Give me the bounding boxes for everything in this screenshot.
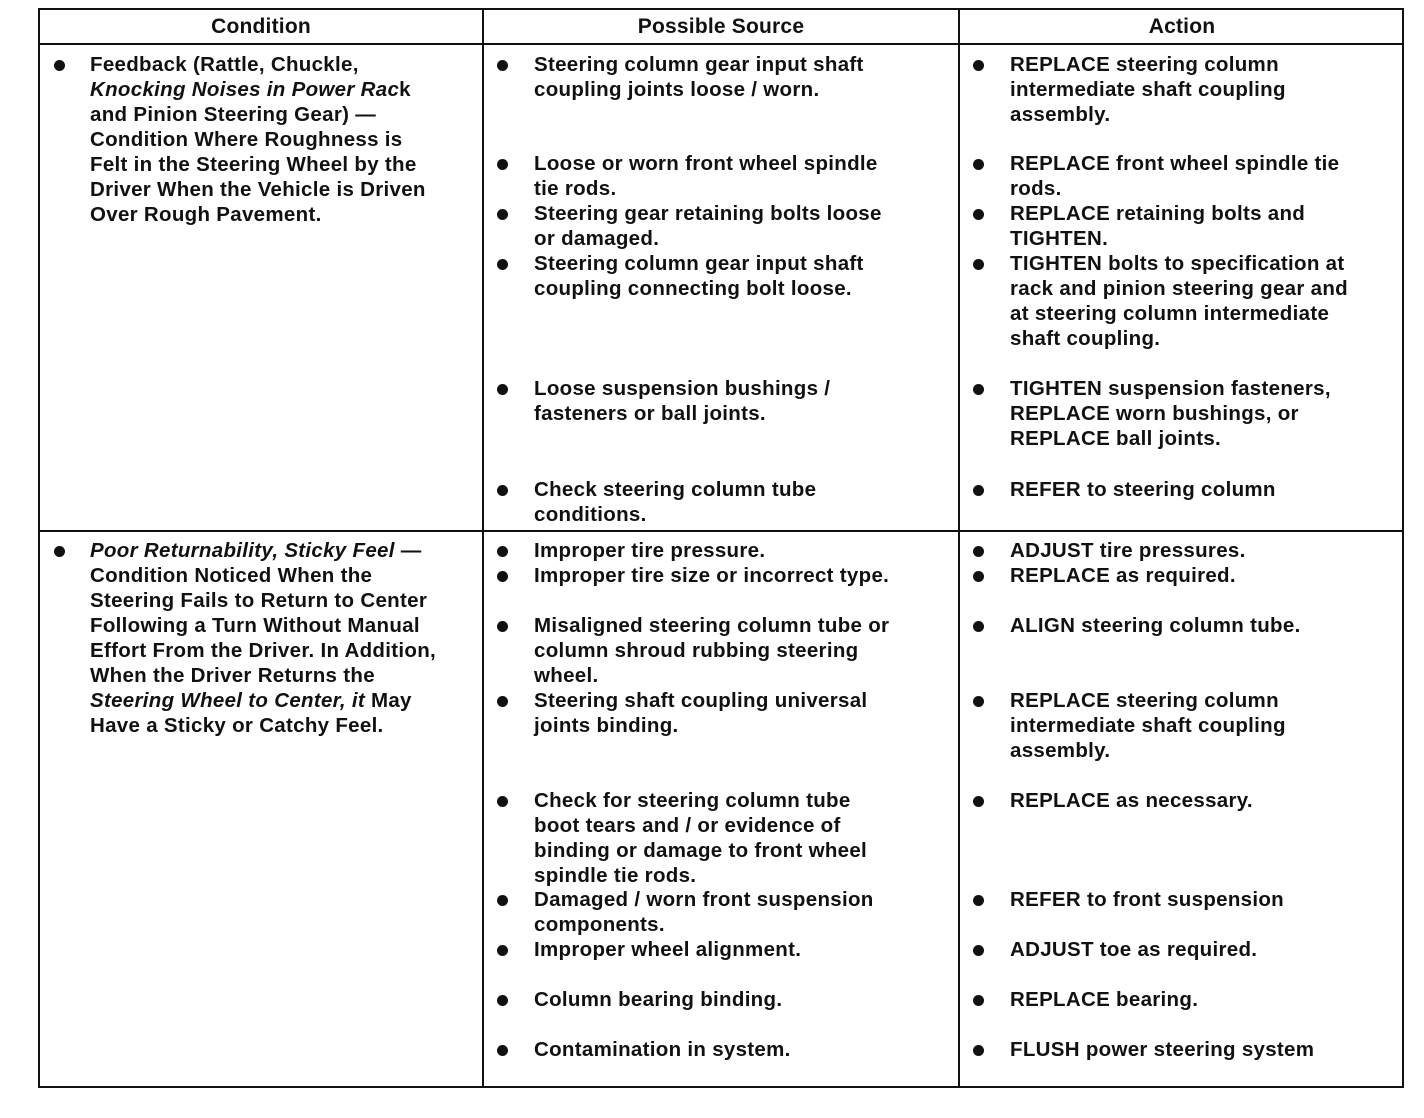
row-divider (40, 530, 1402, 532)
condition-text-line: Over Rough Pavement. (90, 203, 322, 226)
action-item-line: assembly. (1010, 103, 1111, 126)
action-bullet (973, 945, 984, 956)
condition-text-line: Felt in the Steering Wheel by the (90, 153, 417, 176)
source-bullet (497, 796, 508, 807)
action-bullet (973, 571, 984, 582)
possible-source-item-line: Loose suspension bushings / (534, 377, 831, 400)
condition-text-line: Following a Turn Without Manual (90, 614, 420, 637)
possible-source-item-line: joints binding. (534, 714, 679, 737)
source-bullet (497, 485, 508, 496)
action-item-line: REPLACE front wheel spindle tie (1010, 152, 1340, 175)
action-item-line: REFER to front suspension (1010, 888, 1284, 911)
possible-source-item-line: components. (534, 913, 665, 936)
column-divider (482, 10, 484, 1086)
action-item-line: REPLACE worn bushings, or (1010, 402, 1299, 425)
possible-source-item-line: fasteners or ball joints. (534, 402, 766, 425)
condition-text-line: Effort From the Driver. In Addition, (90, 639, 437, 662)
source-bullet (497, 696, 508, 707)
header-condition: Condition (211, 15, 311, 38)
action-item (1010, 1037, 1314, 1062)
action-bullet (973, 259, 984, 270)
possible-source-item-line: Damaged / worn front suspension (534, 888, 874, 911)
possible-source-item (534, 563, 889, 588)
possible-source-item-line: Misaligned steering column tube or (534, 614, 890, 637)
action-item-line: REPLACE steering column (1010, 53, 1279, 76)
possible-source-item-line: Steering gear retaining bolts loose (534, 202, 882, 225)
possible-source-item-line: Contamination in system. (534, 1038, 791, 1061)
action-item (1010, 151, 1339, 201)
source-bullet (497, 995, 508, 1006)
possible-source-item-line: Check steering column tube (534, 478, 817, 501)
action-item-line: intermediate shaft coupling (1010, 714, 1286, 737)
possible-source-item-line: Improper tire pressure. (534, 539, 766, 562)
possible-source-item (534, 52, 864, 102)
possible-source-item-line: coupling joints loose / worn. (534, 78, 820, 101)
possible-source-item (534, 477, 816, 527)
action-item-line: REPLACE as necessary. (1010, 789, 1253, 812)
action-item-line: REPLACE as required. (1010, 564, 1236, 587)
action-bullet (973, 60, 984, 71)
action-item-line: ADJUST toe as required. (1010, 938, 1258, 961)
condition-text (90, 538, 436, 738)
possible-source-item-line: Steering column gear input shaft (534, 252, 864, 275)
action-item-line: TIGHTEN. (1010, 227, 1109, 250)
action-bullet (973, 384, 984, 395)
possible-source-item-line: binding or damage to front wheel (534, 839, 868, 862)
action-item-line: intermediate shaft coupling (1010, 78, 1286, 101)
source-bullet (497, 209, 508, 220)
possible-source-item (534, 376, 830, 426)
possible-source-item-line: tie rods. (534, 177, 617, 200)
possible-source-item-line: Loose or worn front wheel spindle (534, 152, 878, 175)
possible-source-item (534, 613, 889, 688)
source-bullet (497, 895, 508, 906)
condition-text-line: Poor Returnability, Sticky Feel — (90, 539, 422, 562)
source-bullet (497, 159, 508, 170)
action-bullet (973, 485, 984, 496)
condition-text-line: and Pinion Steering Gear) — (90, 103, 377, 126)
action-item-line: REPLACE retaining bolts and (1010, 202, 1306, 225)
action-item-line: assembly. (1010, 739, 1111, 762)
possible-source-item (534, 688, 867, 738)
condition-text-line: Steering Fails to Return to Center (90, 589, 428, 612)
possible-source-item-line: Steering shaft coupling universal (534, 689, 868, 712)
possible-source-item-line: Check for steering column tube (534, 789, 851, 812)
possible-source-item-line: or damaged. (534, 227, 660, 250)
column-divider (958, 10, 960, 1086)
action-item-line: rack and pinion steering gear and (1010, 277, 1348, 300)
source-bullet (497, 384, 508, 395)
action-bullet (973, 1045, 984, 1056)
action-item (1010, 688, 1286, 763)
condition-text-line: Driver When the Vehicle is Driven (90, 178, 426, 201)
action-item-line: at steering column intermediate (1010, 302, 1330, 325)
possible-source-item-line: conditions. (534, 503, 647, 526)
condition-text-line: When the Driver Returns the (90, 664, 375, 687)
action-bullet (973, 895, 984, 906)
possible-source-item-line: boot tears and / or evidence of (534, 814, 841, 837)
condition-bullet (54, 60, 65, 71)
possible-source-item (534, 201, 882, 251)
action-item-line: REPLACE bearing. (1010, 988, 1199, 1011)
header-action: Action (1148, 15, 1216, 38)
possible-source-item (534, 987, 782, 1012)
possible-source-item-line: Steering column gear input shaft (534, 53, 864, 76)
action-item-line: ALIGN steering column tube. (1010, 614, 1301, 637)
condition-text-line: Feedback (Rattle, Chuckle, (90, 53, 359, 76)
action-item-line: ADJUST tire pressures. (1010, 539, 1246, 562)
source-bullet (497, 546, 508, 557)
condition-text (90, 52, 426, 227)
source-bullet (497, 571, 508, 582)
action-item (1010, 987, 1198, 1012)
possible-source-item-line: column shroud rubbing steering (534, 639, 859, 662)
action-item (1010, 201, 1305, 251)
action-item (1010, 613, 1301, 638)
action-item-line: REFER to steering column (1010, 478, 1276, 501)
action-item (1010, 538, 1246, 563)
source-bullet (497, 945, 508, 956)
action-item (1010, 563, 1236, 588)
action-item-line: FLUSH power steering system (1010, 1038, 1315, 1061)
action-item (1010, 376, 1331, 451)
header-possible-source: Possible Source (637, 15, 805, 38)
possible-source-item (534, 151, 878, 201)
possible-source-item (534, 788, 867, 888)
condition-bullet (54, 546, 65, 557)
action-item-line: TIGHTEN bolts to specification at (1010, 252, 1345, 275)
action-bullet (973, 546, 984, 557)
condition-text-line: Condition Where Roughness is (90, 128, 403, 151)
action-bullet (973, 621, 984, 632)
action-item (1010, 477, 1276, 502)
possible-source-item-line: spindle tie rods. (534, 864, 697, 887)
condition-text-line: Knocking Noises in Power Rack (90, 78, 411, 101)
possible-source-item (534, 251, 864, 301)
possible-source-item-line: Improper wheel alignment. (534, 938, 802, 961)
action-item-line: REPLACE steering column (1010, 689, 1279, 712)
action-item-line: rods. (1010, 177, 1062, 200)
possible-source-item-line: Column bearing binding. (534, 988, 783, 1011)
action-item-line: TIGHTEN suspension fasteners, (1010, 377, 1331, 400)
action-item (1010, 937, 1257, 962)
action-bullet (973, 159, 984, 170)
possible-source-item (534, 538, 765, 563)
condition-text-line: Condition Noticed When the (90, 564, 373, 587)
action-item-line: shaft coupling. (1010, 327, 1161, 350)
action-item (1010, 788, 1253, 813)
action-bullet (973, 209, 984, 220)
action-bullet (973, 995, 984, 1006)
source-bullet (497, 60, 508, 71)
source-bullet (497, 259, 508, 270)
possible-source-item-line: coupling connecting bolt loose. (534, 277, 852, 300)
possible-source-item (534, 1037, 791, 1062)
action-item (1010, 251, 1348, 351)
diagnosis-table (38, 8, 1404, 1088)
action-item (1010, 52, 1286, 127)
source-bullet (497, 1045, 508, 1056)
action-item-line: REPLACE ball joints. (1010, 427, 1222, 450)
action-item (1010, 887, 1284, 912)
action-bullet (973, 696, 984, 707)
action-bullet (973, 796, 984, 807)
condition-text-line: Have a Sticky or Catchy Feel. (90, 714, 384, 737)
possible-source-item-line: wheel. (534, 664, 599, 687)
possible-source-item (534, 887, 874, 937)
possible-source-item (534, 937, 801, 962)
possible-source-item-line: Improper tire size or incorrect type. (534, 564, 890, 587)
condition-text-line: Steering Wheel to Center, it May (90, 689, 412, 712)
source-bullet (497, 621, 508, 632)
